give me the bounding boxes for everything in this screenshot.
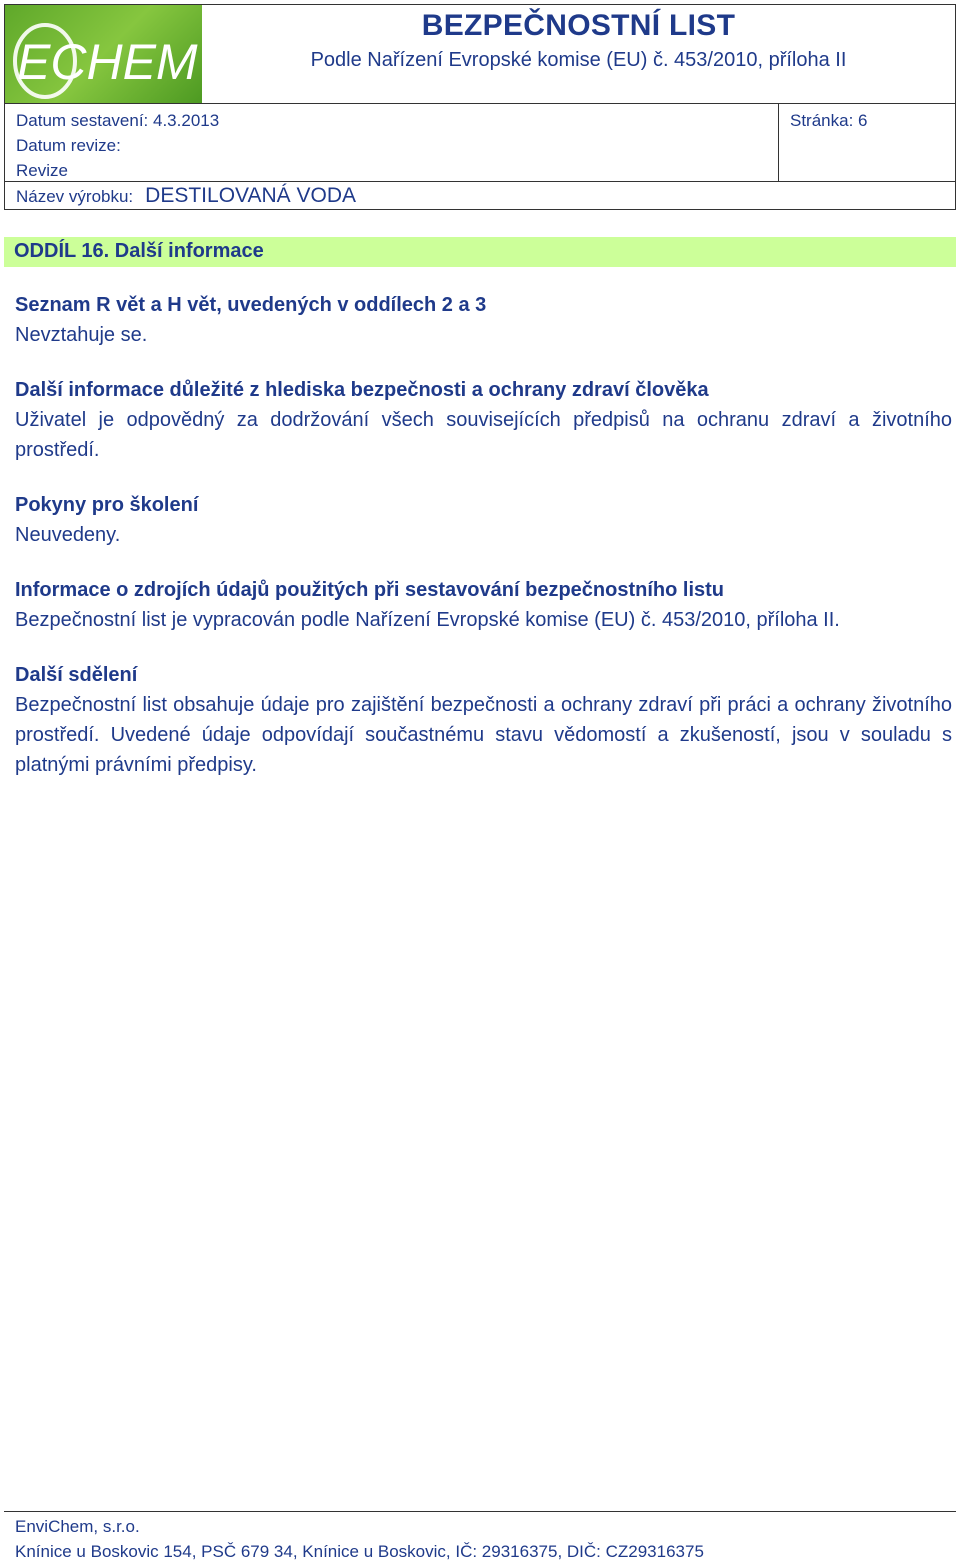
revision: Revize [16,161,68,180]
document-title: BEZPEČNOSTNÍ LIST [421,9,736,42]
meta-divider [778,103,779,181]
info-block [15,660,952,780]
block-text: Neuvedeny. [15,524,121,546]
document-subtitle: Podle Nařízení Evropské komise (EU) č. 453/2010, příloha II [310,49,847,71]
header-divider [5,103,955,104]
info-block [15,290,952,350]
info-block [15,575,952,635]
company-logo [5,5,202,103]
product-divider [5,181,955,182]
product-name [16,184,356,208]
footer-company: EnviChem, s.r.o. [15,1517,140,1536]
echem-logo-icon [5,5,202,103]
footer-address: Knínice u Boskovic 154, PSČ 679 34, Knínice u Boskovic, IČ: 29316375, DIČ: CZ29316375 [15,1542,704,1561]
block-heading: Seznam R vět a H vět, uvedených v oddílech 2 a 3 [15,294,487,316]
date-created: Datum sestavení: 4.3.2013 [16,111,220,130]
info-block [15,375,952,465]
block-heading: Pokyny pro školení [15,494,199,516]
block-heading: Informace o zdrojích údajů použitých při sestavování bezpečnostního listu [15,579,724,601]
meta-dates [16,108,219,183]
section-heading: ODDÍL 16. Další informace [4,237,956,267]
block-text: Bezpečnostní list je vypracován podle Nařízení Evropské komise (EU) č. 453/2010, příloha II. [15,609,840,631]
page-number: Stránka: 6 [790,111,868,130]
block-text: Bezpečnostní list obsahuje údaje pro zajištění bezpečnosti a ochrany zdraví při práci a ochrany životního prostředí. Uvedené údaje odpovídají součastnému stavu vědomostí a zkušeností, jsou v souladu s platnými právními předpisy. [15,694,952,776]
block-heading: Další sdělení [15,664,138,686]
date-revision: Datum revize: [16,136,121,155]
product-label: Název výrobku: [16,187,134,206]
document-footer [15,1514,704,1564]
product-value: DESTILOVANÁ VODA [145,184,357,207]
section-content [15,290,952,805]
info-block [15,490,952,550]
block-text: Nevztahuje se. [15,324,148,346]
block-text: Uživatel je odpovědný za dodržování všech souvisejících předpisů na ochranu zdraví a životního prostředí. [15,409,952,461]
title-block [202,5,955,103]
logo-text: ECHEM [17,34,198,90]
document-header [4,4,956,210]
block-heading: Další informace důležité z hlediska bezpečnosti a ochrany zdraví člověka [15,379,709,401]
footer-divider [4,1511,956,1512]
